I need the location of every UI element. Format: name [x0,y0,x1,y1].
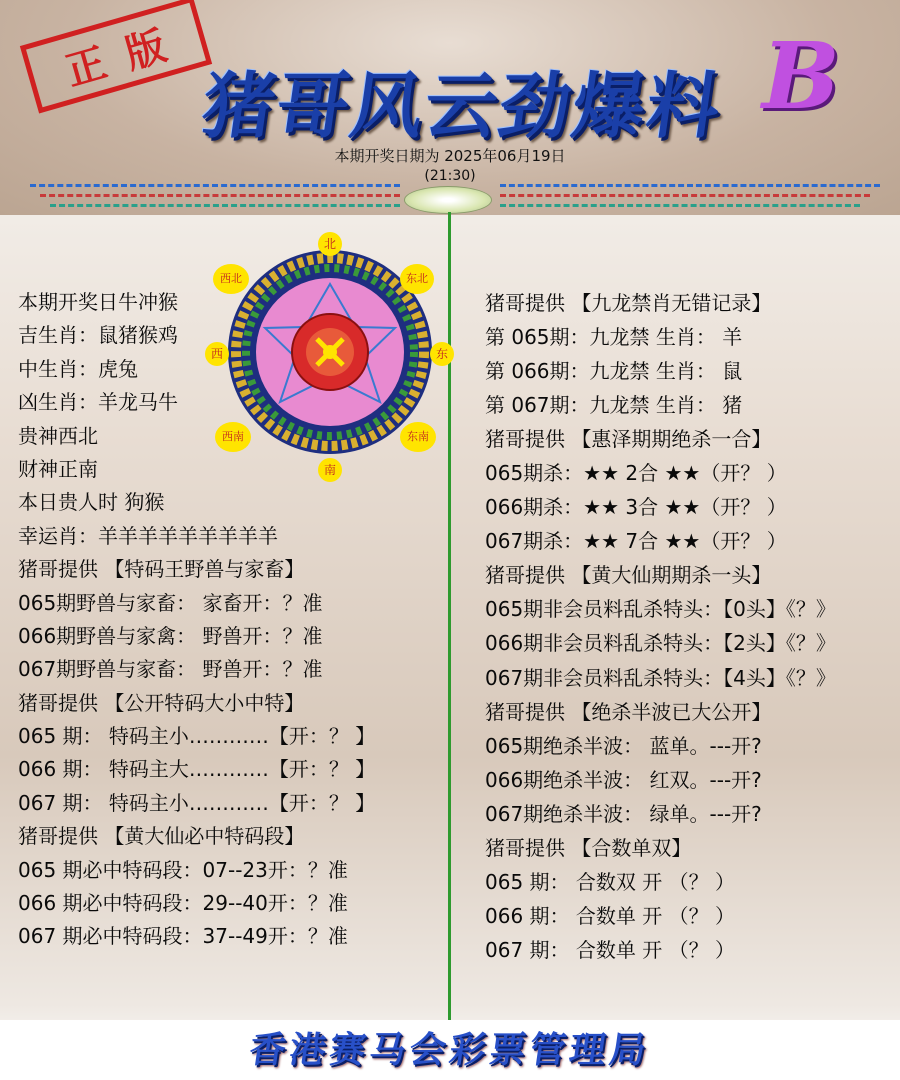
list-item: 第 065期：九龙禁 生肖： 羊 [485,325,743,350]
list-item: 065期野兽与家畜： 家畜开：？准 [18,590,323,615]
decor-line-right-1 [500,184,880,187]
list-item: 067期杀：★★ 7合 ★★（开？ ） [485,529,787,554]
list-item: 067 期： 特码主小…………【开：？ 】 [18,790,376,815]
decor-line-left-1 [30,184,400,187]
authentic-stamp: 正版 [20,0,212,113]
direction-badge-southwest: 西南 [215,422,251,452]
decor-line-left-3 [50,204,400,207]
left-row-lucky-zodiac: 吉生肖：鼠猪猴鸡 [18,323,178,348]
list-item: 065期绝杀半波： 蓝单。---开? [485,733,762,758]
draw-date: 本期开奖日期为 2025年06月19日 [334,147,566,165]
left-row-neutral-zodiac: 中生肖：虎兔 [18,356,138,381]
list-item: 066 期： 合数单 开 （？ ） [485,903,735,928]
edition-letter: B [762,22,840,130]
left-row-wealth-god: 财神正南 [18,456,98,481]
list-item: 066 期： 特码主大…………【开：？ 】 [18,757,376,782]
list-item: 066期绝杀半波： 红双。---开? [485,767,762,792]
draw-time: (21:30) [424,168,476,184]
direction-badge-northwest: 西北 [213,264,249,294]
section-header-half-wave: 猪哥提供 【绝杀半波已大公开】 [485,699,772,724]
section-header-beast-livestock: 猪哥提供 【特码王野兽与家畜】 [18,557,305,582]
direction-badge-northeast: 东北 [400,264,434,294]
list-item: 065 期： 特码主小…………【开：？ 】 [18,724,376,749]
direction-badge-north: 北 [318,232,342,256]
list-item: 067期绝杀半波： 绿单。---开? [485,801,762,826]
list-item: 065期杀：★★ 2合 ★★（开？ ） [485,461,787,486]
decor-line-right-3 [500,204,860,207]
direction-badge-west: 西 [205,342,229,366]
list-item: 065期非会员料乱杀特头：【0头】《？》 [485,597,836,622]
list-item: 065 期必中特码段：07--23开：？准 [18,857,348,882]
list-item: 067期非会员料乱杀特头：【4头】《？》 [485,665,836,690]
list-item: 067期野兽与家畜： 野兽开：？准 [18,657,323,682]
section-header-number-range: 猪哥提供 【黄大仙必中特码段】 [18,824,305,849]
list-item: 第 067期：九龙禁 生肖： 猪 [485,393,743,418]
left-info-column [18,286,438,954]
list-item: 067 期： 合数单 开 （？ ） [485,937,735,962]
direction-badge-south: 南 [318,458,342,482]
section-header-size: 猪哥提供 【公开特码大小中特】 [18,690,305,715]
section-header-odd-even: 猪哥提供 【合数单双】 [485,835,692,860]
bagua-medallion [404,186,492,214]
left-row-clash: 本期开奖日牛冲猴 [18,290,178,314]
section-header-kill-combo: 猪哥提供 【惠泽期期绝杀一合】 [485,427,772,452]
footer-title: 香港赛马会彩票管理局 [246,1029,653,1071]
section-header-kill-head: 猪哥提供 【黄大仙期期杀一头】 [485,563,772,588]
left-row-unlucky-zodiac: 凶生肖：羊龙马牛 [18,390,178,415]
list-item: 066期非会员料乱杀特头：【2头】《？》 [485,631,836,656]
decor-line-left-2 [40,194,400,197]
direction-badge-east: 东 [430,342,454,366]
section-header-nine-dragon: 猪哥提供 【九龙禁肖无错记录】 [485,291,772,315]
list-item: 065 期： 合数双 开 （？ ） [485,869,735,894]
left-row-noble-hours: 本日贵人时 狗猴 [18,490,165,515]
list-item: 067 期必中特码段：37--49开：？准 [18,924,348,949]
direction-badge-southeast: 东南 [400,422,436,452]
right-info-column [485,286,895,967]
left-row-lucky-sign: 幸运肖：羊羊羊羊羊羊羊羊羊 [18,523,278,548]
list-item: 066期野兽与家禽： 野兽开：？准 [18,623,323,648]
list-item: 066 期必中特码段：29--40开：？准 [18,891,348,916]
list-item: 066期杀：★★ 3合 ★★（开？ ） [485,495,787,520]
decor-line-right-2 [500,194,870,197]
left-row-noble-god: 贵神西北 [18,423,98,448]
list-item: 第 066期：九龙禁 生肖： 鼠 [485,359,743,384]
page-title: 猪哥风云劲爆料 [197,63,728,148]
